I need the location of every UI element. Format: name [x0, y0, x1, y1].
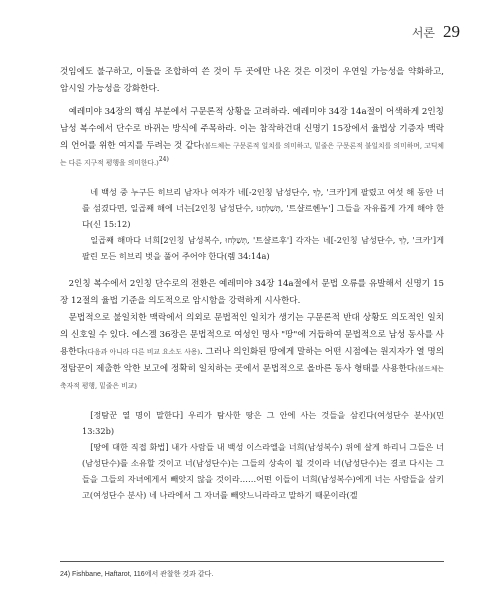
paragraph-3: 2인칭 복수에서 2인칭 단수로의 전환은 예레미야 34장 14a절에서 문법 오류를 유발해서 신명기 15장 12절의 율법 기준을 의도적으로 암시함을 강력하게 시사한다. [60, 279, 444, 306]
quote-2a: [정탐꾼 열 명이 말한다] 우리가 탐사한 땅은 그 안에 사는 것들을 삼킨다(여성단수 분사)(민 13:32b) [82, 410, 444, 436]
quote-2b: [땅에 대한 직접 화법] 내가 사람들 내 백성 이스라엘을 너희(남성복수) 위에 살게 하리니 그들은 너(남성단수)를 소유할 것이고 너(남성단수)는 그들의 상속이 될 것이라 너(남성단수)는 결코 다시는 그들을 그들의 자녀에게서 빼앗지 않을 것이라……어떤 이들이 너희(남성복수)에게 너는 사람들을 삼키고(여성단수 분사) 네 나라에서 그 자녀를 빼앗느니라라고 말하기 때문이라(겔 [82, 442, 444, 500]
body-text [60, 64, 444, 503]
quote-1a: 네 백성 중 누구든 히브리 남자나 여자가 네[-2인칭 남성단수, לְךָ, '크카']게 팔렸고 여섯 해 동안 너를 섬겼다면, 일곱째 해에 너는[2인칭 남성단수, תְּשַׁלְּחֶנּוּ, '트샬르헨누'] 그들을 자유롭게 가게 해야 한다(신 15:12) [82, 187, 445, 229]
footnote: 24) Fishbane, Haftarot, 116에서 관찰한 것과 같다. [60, 571, 214, 578]
footnote-marker: 24) [158, 156, 169, 164]
block-quote-2 [82, 407, 444, 503]
paragraph-2-note: (볼드체는 구문론적 일치를 의미하고, 밑줄은 구문론적 불일치를 의미하며, 고딕체는 다른 지구적 평행을 의미한다.) [60, 142, 444, 167]
paragraph-4-text: 문법적으로 불일치한 맥락에서 의외로 문법적인 일치가 생기는 구문론적 반대 상황도 의도적인 일치의 신호일 수 있다. 에스겔 36장은 문법적으로 여성인 명사 "땅"에 거듭하여 문법적으로 남성 동사를 사용한다 [60, 313, 444, 357]
paragraph-4 [60, 310, 444, 395]
page-number: 29 [443, 22, 460, 41]
paragraph-4-note-1: (다음과 아니라 다른 비교 요소도 사용) [84, 348, 200, 356]
paragraph-4-cont: . 그러나 의인화된 땅에게 말하는 어떤 시점에는 원지자가 열 명의 정탐꾼이 제출한 악한 보고에 정확히 일치하는 곳에서 문법적으로 올바른 동사 형태를 사용한다 [60, 347, 444, 374]
paragraph-4-note-2: (볼드체는 축자적 평행, 밑줄은 비교) [60, 365, 444, 390]
section-title: 서론 [411, 26, 435, 40]
block-quote-1 [82, 184, 444, 264]
footnote-rule [60, 561, 444, 562]
paragraph-2-text: 예레미야 34장의 핵심 부분에서 구문론적 상황을 고려하라. 예레미야 34장 14a절이 어색하게 2인칭 남성 복수에서 단수로 바뀌는 방식에 주목하라. 이는 참작하건대 신명기 15장에서 율법상 기증자 맥락의 언어를 위한 여지를 두려는 것 같다 [60, 107, 444, 151]
paragraph-2 [60, 104, 444, 172]
quote-1b: 일곱째 해마다 너희[2인칭 남성복수, תְּשַׁלְּחוּ, '트샬르후'] 각자는 네[-2인칭 남성단수, לְךָ, '크카']게 팔린 모든 히브리 벗을 풀어 주어야 한다(렘 34:14a) [82, 235, 444, 261]
running-header [412, 22, 460, 42]
paragraph-1: 것임에도 불구하고, 이들을 조합하여 쓴 것이 두 곳에만 나온 것은 이것이 우연일 가능성을 약화하고, 암시일 가능성을 강화한다. [60, 67, 444, 94]
